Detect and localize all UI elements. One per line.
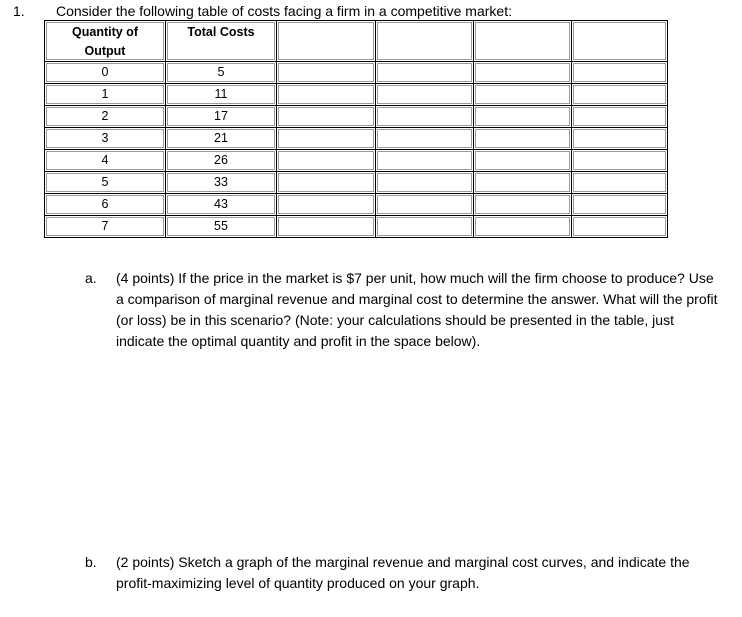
blank-cell[interactable] (277, 194, 376, 216)
blank-cell[interactable] (474, 106, 572, 128)
blank-cell[interactable] (474, 172, 572, 194)
header-total-costs: Total Costs (166, 21, 277, 62)
table-row (45, 216, 668, 238)
table-row (45, 84, 668, 106)
total-cost-cell: 21 (166, 128, 277, 150)
blank-cell[interactable] (474, 194, 572, 216)
table-row (45, 128, 668, 150)
cost-table (44, 20, 668, 238)
table-row (45, 150, 668, 172)
blank-cell[interactable] (474, 128, 572, 150)
blank-cell[interactable] (376, 128, 474, 150)
quantity-cell: 2 (45, 106, 166, 128)
question-number: 1. (13, 3, 25, 19)
blank-cell[interactable] (376, 216, 474, 238)
blank-cell[interactable] (277, 172, 376, 194)
blank-cell[interactable] (572, 216, 668, 238)
header-blank-3 (474, 21, 572, 62)
quantity-cell: 3 (45, 128, 166, 150)
total-cost-cell: 26 (166, 150, 277, 172)
quantity-cell: 6 (45, 194, 166, 216)
blank-cell[interactable] (277, 62, 376, 84)
part-a-text: (4 points) If the price in the market is $7 per unit, how much will the firm choose to produce? Use a comparison of marginal revenue and marginal cost to determine the answer. What will the profit (or loss) be in this scenario? (Note: your calculations should be presented in the table, just indicate the optimal quantity and profit in the space below). (116, 270, 718, 349)
table-row (45, 194, 668, 216)
quantity-cell: 7 (45, 216, 166, 238)
blank-cell[interactable] (474, 62, 572, 84)
blank-cell[interactable] (277, 128, 376, 150)
total-cost-cell: 55 (166, 216, 277, 238)
quantity-cell: 4 (45, 150, 166, 172)
blank-cell[interactable] (474, 84, 572, 106)
blank-cell[interactable] (572, 106, 668, 128)
blank-cell[interactable] (277, 150, 376, 172)
quantity-cell: 1 (45, 84, 166, 106)
header-quantity-label: Quantity of Output (72, 25, 138, 58)
total-cost-cell: 33 (166, 172, 277, 194)
total-cost-cell: 5 (166, 62, 277, 84)
table-header-row (45, 21, 668, 62)
blank-cell[interactable] (277, 216, 376, 238)
total-cost-cell: 17 (166, 106, 277, 128)
blank-cell[interactable] (376, 62, 474, 84)
blank-cell[interactable] (376, 172, 474, 194)
blank-cell[interactable] (572, 150, 668, 172)
header-blank-1 (277, 21, 376, 62)
header-quantity (45, 21, 166, 62)
header-blank-4 (572, 21, 668, 62)
blank-cell[interactable] (572, 194, 668, 216)
table-row (45, 172, 668, 194)
part-b-letter: b. (85, 554, 97, 570)
blank-cell[interactable] (376, 194, 474, 216)
blank-cell[interactable] (376, 106, 474, 128)
part-a-letter: a. (85, 270, 97, 286)
blank-cell[interactable] (376, 150, 474, 172)
quantity-cell: 5 (45, 172, 166, 194)
part-b-text: (2 points) Sketch a graph of the marginal revenue and marginal cost curves, and indicate the profit-maximizing level of quantity produced on your graph. (116, 554, 690, 591)
blank-cell[interactable] (474, 216, 572, 238)
total-cost-cell: 11 (166, 84, 277, 106)
total-cost-cell: 43 (166, 194, 277, 216)
blank-cell[interactable] (572, 172, 668, 194)
table-row (45, 62, 668, 84)
blank-cell[interactable] (572, 128, 668, 150)
blank-cell[interactable] (572, 62, 668, 84)
table-row (45, 106, 668, 128)
header-blank-2 (376, 21, 474, 62)
blank-cell[interactable] (376, 84, 474, 106)
blank-cell[interactable] (277, 106, 376, 128)
blank-cell[interactable] (277, 84, 376, 106)
blank-cell[interactable] (572, 84, 668, 106)
blank-cell[interactable] (474, 150, 572, 172)
quantity-cell: 0 (45, 62, 166, 84)
question-title: Consider the following table of costs facing a firm in a competitive market: (56, 3, 512, 19)
